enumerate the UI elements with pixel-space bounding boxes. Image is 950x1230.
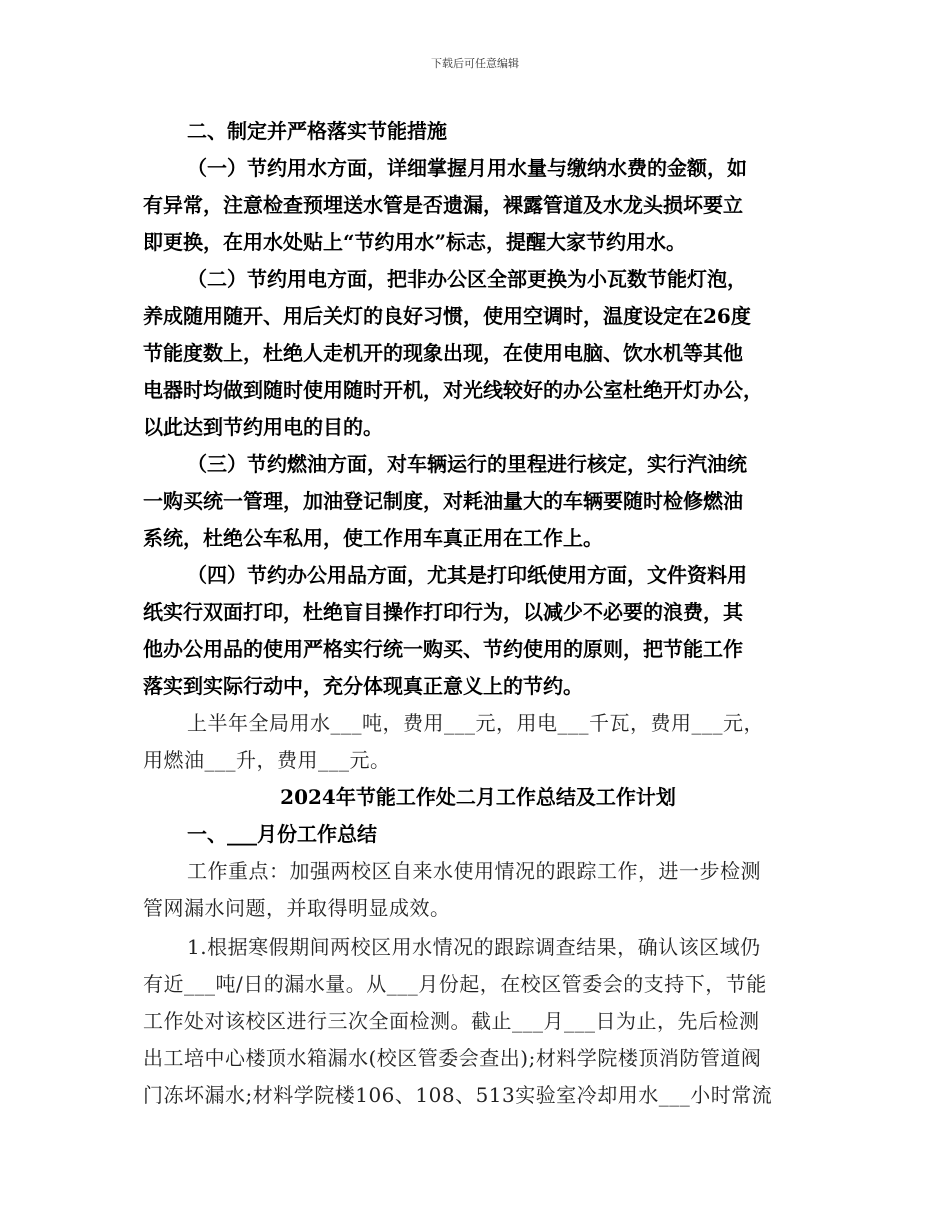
paragraph-line: 电器时均做到随时使用随时开机，对光线较好的办公室杜绝开灯办公， <box>143 378 763 402</box>
paragraph-line: 即更换，在用水处贴上“节约用水”标志，提醒大家节约用水。 <box>143 230 687 254</box>
paragraph-line: 工作处对该校区进行三次全面检测。截止___月___日为止，先后检测 <box>143 1009 760 1033</box>
paragraph-line: 工作重点：加强两校区自来水使用情况的跟踪工作，进一步检测 <box>187 859 761 883</box>
paragraph-focus <box>143 853 813 927</box>
paragraph-office-supplies <box>143 557 813 705</box>
paragraph-line: （三）节约燃油方面，对车辆运行的里程进行核定，实行汽油统 <box>187 452 747 476</box>
paragraph-line: 有异常，注意检查预埋送水管是否遗漏，裸露管道及水龙头损坏要立 <box>143 193 743 217</box>
document-body <box>143 113 813 1114</box>
paragraph-line: 出工培中心楼顶水箱漏水(校区管委会查出);材料学院楼顶消防管道阀 <box>143 1046 762 1070</box>
paragraph-line: 1.根据寒假期间两校区用水情况的跟踪调查结果，确认该区域仍 <box>187 935 761 959</box>
paragraph-line: 落实到实际行动中，充分体现真正意义上的节约。 <box>143 674 583 698</box>
paragraph-item-1 <box>143 929 813 1114</box>
paragraph-fuel <box>143 446 813 557</box>
paragraph-line: （一）节约用水方面，详细掌握月用水量与缴纳水费的金额，如 <box>187 156 747 180</box>
section-heading-measures: 二、制定并严格落实节能措施 <box>187 119 447 143</box>
paragraph-line: 上半年全局用水___吨，费用___元，用电___千瓦，费用___元， <box>187 711 764 735</box>
paragraph-line: （四）节约办公用品方面，尤其是打印纸使用方面，文件资料用 <box>187 563 747 587</box>
paragraph-line: 系统，杜绝公车私用，使工作用车真正用在工作上。 <box>143 526 603 550</box>
paragraph-line: （二）节约用电方面，把非办公区全部更换为小瓦数节能灯泡， <box>187 267 747 291</box>
section-heading-summary: 一、___月份工作总结 <box>187 822 377 846</box>
paragraph-line: 管网漏水问题，并取得明显成效。 <box>143 896 451 920</box>
paragraph-line: 养成随用随开、用后关灯的良好习惯，使用空调时，温度设定在26度 <box>143 304 751 328</box>
paragraph-electricity <box>143 261 813 446</box>
paragraph-line: 节能度数上，杜绝人走机开的现象出现，在使用电脑、饮水机等其他 <box>143 341 743 365</box>
document-title: 2024年节能工作处二月工作总结及工作计划 <box>280 785 676 809</box>
paragraph-line: 用燃油___升，费用___元。 <box>143 748 391 772</box>
paragraph-line: 纸实行双面打印，杜绝盲目操作打印行为，以减少不必要的浪费，其 <box>143 600 743 624</box>
paragraph-line: 他办公用品的使用严格实行统一购买、节约使用的原则，把节能工作 <box>143 637 743 661</box>
paragraph-line: 有近___吨/日的漏水量。从___月份起，在校区管委会的支持下，节能 <box>143 972 767 996</box>
paragraph-line: 以此达到节约用电的目的。 <box>143 415 383 439</box>
paragraph-line: 一购买统一管理，加油登记制度，对耗油量大的车辆要随时检修燃油 <box>143 489 743 513</box>
paragraph-usage-summary <box>143 705 813 779</box>
paragraph-water <box>143 150 813 261</box>
paragraph-line: 门冻坏漏水;材料学院楼106、108、513实验室冷却用水___小时常流 <box>143 1083 773 1107</box>
header-note: 下载后可任意编辑 <box>431 57 519 70</box>
